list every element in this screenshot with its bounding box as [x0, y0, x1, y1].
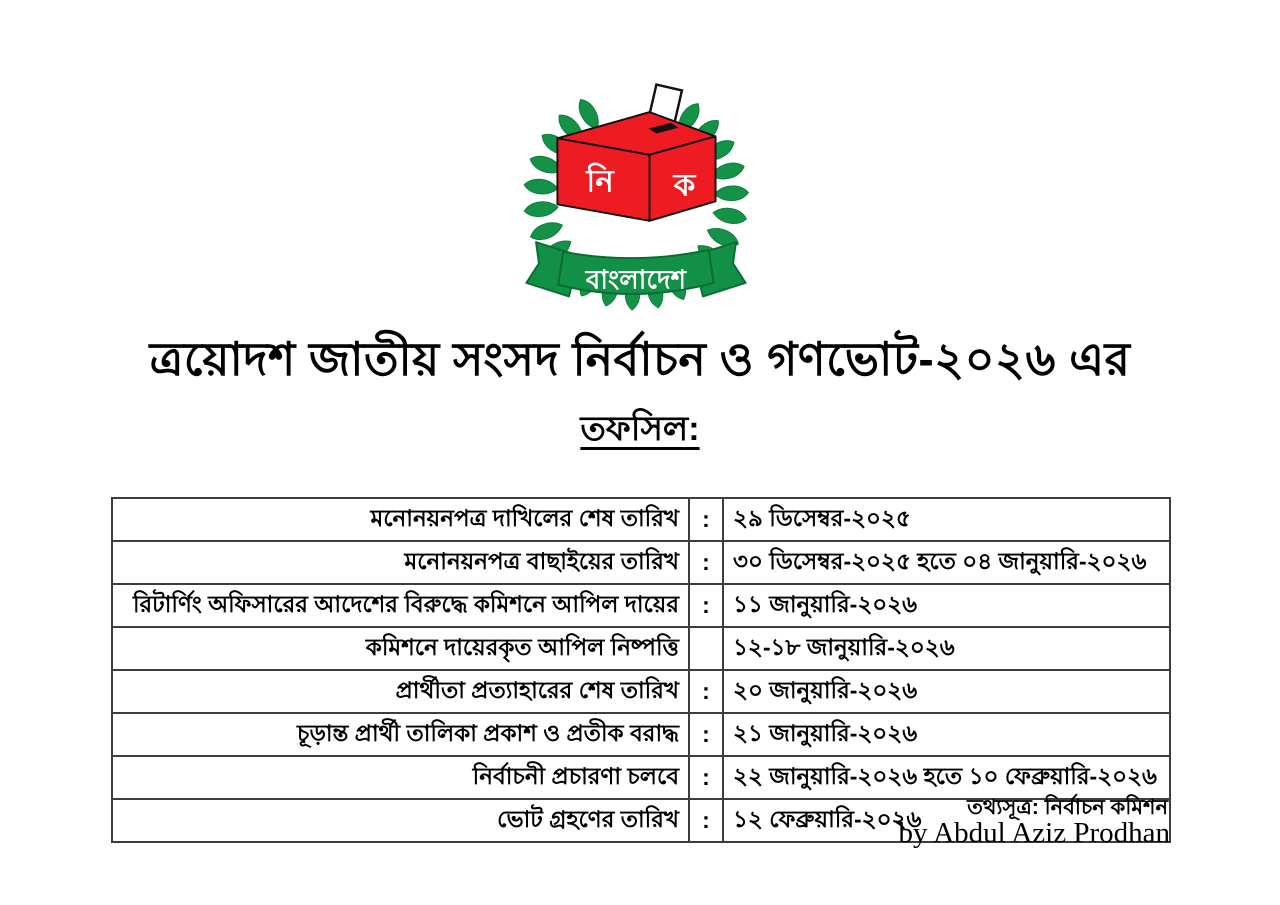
table-row	[112, 713, 1170, 756]
row-label: রিটার্ণিং অফিসারের আদেশের বিরুদ্ধে কমিশনে আপিল দায়ের	[112, 584, 689, 627]
row-separator: :	[689, 498, 723, 541]
row-label: চূড়ান্ত প্রার্থী তালিকা প্রকাশ ও প্রতীক বরাদ্ধ	[112, 713, 689, 756]
page-subtitle: তফসিল:	[580, 410, 700, 448]
row-separator	[689, 627, 723, 670]
logo-graphic	[503, 83, 768, 311]
ballot-box-right-letter: ক	[673, 167, 696, 203]
row-separator: :	[689, 584, 723, 627]
row-value: ২৯ ডিসেম্বর-২০২৫	[723, 498, 1170, 541]
row-label: মনোনয়নপত্র দাখিলের শেষ তারিখ	[112, 498, 689, 541]
row-separator: :	[689, 713, 723, 756]
row-separator: :	[689, 541, 723, 584]
row-label: কমিশনে দায়েরকৃত আপিল নিষ্পত্তি	[112, 627, 689, 670]
source-text: তথ্যসূত্র: নির্বাচন কমিশন	[967, 796, 1168, 819]
row-value: ২১ জানুয়ারি-২০২৬	[723, 713, 1170, 756]
row-label: প্রার্থীতা প্রত্যাহারের শেষ তারিখ	[112, 670, 689, 713]
row-separator: :	[689, 799, 723, 842]
ballot-box-icon	[557, 112, 715, 221]
table-row	[112, 498, 1170, 541]
table-row	[112, 584, 1170, 627]
row-value: ১২ ফেব্রুয়ারি-২০২৬	[723, 799, 1170, 842]
author-credit: by Abdul Aziz Prodhan	[898, 817, 1170, 849]
row-value: ২০ জানুয়ারি-২০২৬	[723, 670, 1170, 713]
banner-text: বাংলাদেশ	[585, 264, 687, 295]
row-label: ভোট গ্রহণের তারিখ	[112, 799, 689, 842]
table-row	[112, 541, 1170, 584]
ballot-box-left-letter: নি	[586, 163, 614, 199]
page-title: ত্রয়োদশ জাতীয় সংসদ নির্বাচন ও গণভোট-২০২৬ এর	[149, 333, 1131, 385]
row-separator: :	[689, 756, 723, 799]
row-separator: :	[689, 670, 723, 713]
row-label: নির্বাচনী প্রচারণা চলবে	[112, 756, 689, 799]
election-commission-logo	[503, 83, 768, 311]
row-value: ২২ জানুয়ারি-২০২৬ হতে ১০ ফেব্রুয়ারি-২০২৬	[723, 756, 1170, 799]
row-value: ১২-১৮ জানুয়ারি-২০২৬	[723, 627, 1170, 670]
table-row	[112, 670, 1170, 713]
table-row	[112, 627, 1170, 670]
row-label: মনোনয়নপত্র বাছাইয়ের তারিখ	[112, 541, 689, 584]
row-value: ১১ জানুয়ারি-২০২৬	[723, 584, 1170, 627]
row-value: ৩০ ডিসেম্বর-২০২৫ হতে ০৪ জানুয়ারি-২০২৬	[723, 541, 1170, 584]
